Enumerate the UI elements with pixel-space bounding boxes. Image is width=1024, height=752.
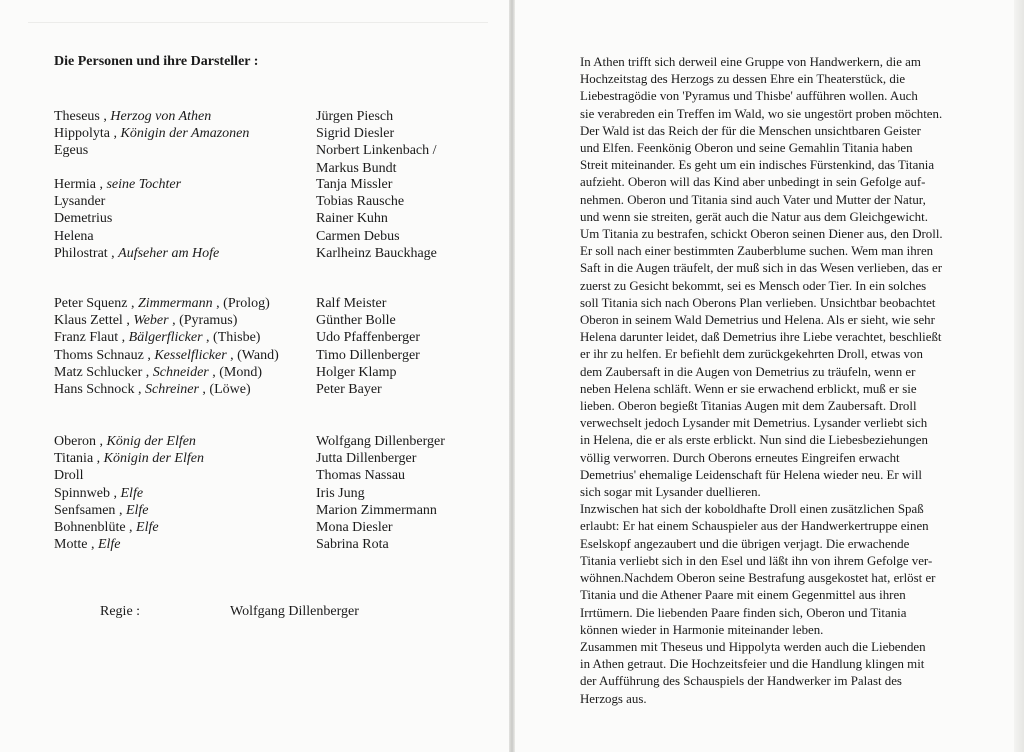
actor-name: Markus Bundt bbox=[316, 160, 397, 176]
synopsis-line: und wenn sie streiten, gerät auch die Natur aus dem Gleichgewicht. bbox=[580, 209, 928, 224]
synopsis-line: er ihr zu helfen. Er befiehlt dem zurückgekehrten Droll, etwas von bbox=[580, 347, 923, 362]
synopsis-line: Oberon in seinem Wald Demetrius und Helena. Als er sieht, wie sehr bbox=[580, 313, 935, 328]
role-name: Titania bbox=[54, 451, 94, 467]
role-separator: , bbox=[110, 126, 121, 142]
actor-name: Peter Bayer bbox=[316, 382, 382, 397]
actor-name: Jürgen Piesch bbox=[316, 109, 394, 124]
role-separator: , bbox=[87, 537, 98, 553]
role-extra: , (Thisbe) bbox=[202, 330, 261, 346]
role-description: Königin der Elfen bbox=[103, 451, 204, 467]
role-name: Lysander bbox=[54, 194, 106, 210]
actor-name: Thomas Nassau bbox=[316, 468, 406, 484]
cast-row bbox=[54, 347, 484, 364]
role-name: Philostrat bbox=[54, 245, 108, 261]
actor-name: Jutta Dillenberger bbox=[316, 451, 417, 467]
synopsis-line: aufzieht. Oberon will das Kind aber unbedingt in sein Gefolge auf- bbox=[580, 175, 926, 190]
faded-header-band bbox=[28, 22, 488, 55]
role-name: Motte bbox=[54, 537, 88, 553]
role-separator: , bbox=[142, 364, 153, 380]
cast-row bbox=[54, 193, 484, 210]
role-separator: , bbox=[95, 177, 107, 192]
cast-row bbox=[54, 295, 484, 312]
page-edge-shadow bbox=[1014, 0, 1024, 752]
actor-name: Ralf Meister bbox=[316, 296, 387, 311]
role-name: Klaus Zettel bbox=[54, 313, 123, 329]
role-description: Elfe bbox=[120, 485, 144, 501]
cast-row bbox=[54, 210, 484, 227]
synopsis-line: sie verabreden ein Treffen im Wald, wo sie ungestört proben möchten. bbox=[580, 106, 943, 121]
role-extra: , (Wand) bbox=[226, 347, 279, 363]
role-description: Weber bbox=[133, 313, 169, 329]
page-fold bbox=[509, 0, 515, 752]
role-extra: , (Mond) bbox=[208, 364, 263, 380]
actor-name: Mona Diesler bbox=[316, 520, 393, 535]
actor-name: Holger Klamp bbox=[316, 364, 397, 380]
synopsis-line: nehmen. Oberon und Titania sind auch Vater und Mutter der Natur, bbox=[580, 192, 926, 207]
actor-name: Norbert Linkenbach / bbox=[316, 143, 437, 159]
role-name: Demetrius bbox=[54, 211, 113, 227]
cast-row bbox=[54, 329, 484, 346]
role-description: Schreiner bbox=[145, 382, 199, 397]
role-separator: , bbox=[127, 296, 138, 311]
cast-row bbox=[54, 502, 484, 519]
role-name: Egeus bbox=[54, 143, 89, 159]
role-name: Droll bbox=[54, 468, 84, 484]
actor-name: Tanja Missler bbox=[316, 177, 393, 192]
actor-name: Karlheinz Bauckhage bbox=[316, 245, 437, 261]
synopsis-line: Der Wald ist das Reich der für die Menschen unsichtbaren Geister bbox=[580, 123, 921, 138]
role-description: Elfe bbox=[125, 502, 149, 518]
synopsis-line: sich sogar mit Lysander duellieren. bbox=[580, 485, 761, 500]
role-extra: , (Löwe) bbox=[198, 382, 251, 397]
synopsis-line: soll Titania sich nach Oberons Plan verlieben. Unsichtbar beobachtet bbox=[580, 295, 936, 310]
role-description: Zimmermann bbox=[137, 296, 213, 311]
synopsis-line: In Athen trifft sich derweil eine Gruppe von Handwerkern, die am bbox=[580, 55, 921, 69]
synopsis-text bbox=[580, 54, 980, 708]
synopsis-line: in Athen getraut. Die Hochzeitsfeier und die Handlung klingen mit bbox=[580, 657, 925, 672]
role-name: Peter Squenz bbox=[54, 296, 128, 311]
synopsis-line: Irrtümern. Die liebenden Paare finden sich, Oberon und Titania bbox=[580, 605, 907, 620]
actor-name: Sabrina Rota bbox=[316, 537, 389, 553]
synopsis-line: Herzogs aus. bbox=[580, 691, 647, 706]
synopsis-line: Um Titania zu bestrafen, schickt Oberon seinen Diener aus, den Droll. bbox=[580, 227, 943, 242]
cast-row bbox=[54, 160, 484, 177]
actor-name: Sigrid Diesler bbox=[316, 126, 395, 142]
synopsis-line: lieben. Oberon begießt Titanias Augen mit dem Zaubersaft. Droll bbox=[580, 399, 917, 414]
role-separator: , bbox=[99, 109, 111, 124]
actor-name: Tobias Rausche bbox=[316, 194, 405, 210]
cast-row bbox=[54, 142, 484, 159]
synopsis-line: Titania und die Athener Paare mit einem Gegenmittel aus ihren bbox=[580, 588, 906, 603]
role-description: Elfe bbox=[136, 520, 159, 535]
role-name: Spinnweb bbox=[54, 485, 110, 501]
role-description: Schneider bbox=[152, 364, 209, 380]
role-description: Herzog von Athen bbox=[110, 109, 212, 124]
cast-row bbox=[54, 536, 484, 553]
synopsis-line: neben Helena schläft. Wenn er sie erwachend erblickt, muß er sie bbox=[580, 381, 917, 396]
role-extra: , (Pyramus) bbox=[168, 313, 238, 329]
synopsis-line: Eselskopf angezaubert und die übrigen verjagt. Die erwachende bbox=[580, 536, 910, 551]
role-name: Hans Schnock bbox=[54, 382, 135, 397]
synopsis-line: Liebestragödie von 'Pyramus und Thisbe' aufführen wollen. Auch bbox=[580, 89, 918, 104]
synopsis-line: zuerst zu Gesicht bekommt, sei es Mensch oder Tier. In ein solches bbox=[580, 278, 927, 293]
actor-name: Günther Bolle bbox=[316, 313, 396, 329]
role-separator: , bbox=[110, 485, 121, 501]
cast-row bbox=[54, 228, 484, 245]
role-name: Franz Flaut bbox=[54, 330, 119, 346]
actor-name: Carmen Debus bbox=[316, 228, 400, 244]
synopsis-line: können wieder in Harmonie miteinander leben. bbox=[580, 622, 824, 637]
role-description: Bälgerflicker bbox=[128, 330, 203, 346]
synopsis-line: der Aufführung des Schauspiels der Handwerker im Palast des bbox=[580, 674, 902, 689]
cast-row bbox=[54, 450, 484, 467]
role-name: Helena bbox=[54, 228, 94, 244]
cast-row bbox=[54, 364, 484, 381]
actor-name: Wolfgang Dillenberger bbox=[316, 434, 445, 449]
synopsis-line: und Elfen. Feenkönig Oberon und seine Gemahlin Titania haben bbox=[580, 141, 913, 156]
synopsis-line: völlig verworren. Durch Oberons erneutes Eingreifen erwacht bbox=[580, 450, 900, 465]
cast-row bbox=[54, 467, 484, 484]
director-label: Regie : bbox=[100, 604, 141, 619]
cast-row bbox=[54, 312, 484, 329]
synopsis-line: Demetrius' ehemalige Leidenschaft für Helena wieder neu. Er will bbox=[580, 467, 922, 482]
cast-row bbox=[54, 176, 484, 193]
role-separator: , bbox=[118, 330, 129, 346]
cast-row bbox=[54, 381, 484, 398]
role-name: Senfsamen bbox=[54, 502, 116, 518]
synopsis-line: Helena darunter leidet, daß Demetrius ihre Liebe verachtet, beschließt bbox=[580, 330, 942, 345]
synopsis-line: Hochzeitstag des Herzogs zu dessen Ehre ein Theaterstück, die bbox=[580, 72, 906, 87]
synopsis-line: verwechselt jedoch Lysander mit Demetrius. Lysander verliebt sich bbox=[580, 416, 928, 431]
role-separator: , bbox=[125, 520, 137, 535]
role-separator: , bbox=[96, 434, 107, 449]
director-name: Wolfgang Dillenberger bbox=[230, 604, 359, 619]
cast-row bbox=[54, 108, 484, 125]
role-description: König der Elfen bbox=[106, 434, 196, 449]
synopsis-line: Er soll nach einer bestimmten Zauberblume suchen. Wem man ihren bbox=[580, 244, 934, 259]
cast-heading: Die Personen und ihre Darsteller : bbox=[54, 54, 259, 69]
actor-name: Iris Jung bbox=[316, 485, 365, 501]
role-description: Aufseher am Hofe bbox=[118, 245, 220, 261]
role-description: Elfe bbox=[97, 537, 121, 553]
role-name: Hippolyta bbox=[54, 126, 110, 142]
actor-name: Timo Dillenberger bbox=[316, 347, 420, 363]
cast-row bbox=[54, 485, 484, 502]
synopsis-line: Saft in die Augen träufelt, der muß sich in das Wesen verlieben, das er bbox=[580, 261, 943, 276]
role-description: Kesselflicker bbox=[154, 347, 227, 363]
role-separator: , bbox=[122, 313, 134, 329]
synopsis-line: Inzwischen hat sich der koboldhafte Droll einen zusätzlichen Spaß bbox=[580, 502, 924, 517]
role-description: seine Tochter bbox=[106, 177, 182, 192]
synopsis-line: Streit miteinander. Es geht um ein indisches Fürstenkind, das Titania bbox=[580, 158, 935, 173]
role-separator: , bbox=[107, 245, 119, 261]
role-description: Königin der Amazonen bbox=[120, 126, 250, 142]
actor-name: Marion Zimmermann bbox=[316, 502, 437, 518]
role-separator: , bbox=[93, 451, 104, 467]
synopsis-line: wöhnen.Nachdem Oberon seine Bestrafung ausgekostet hat, erlöst er bbox=[580, 571, 936, 586]
synopsis-line: Titania verliebt sich in den Esel und läßt ihn von ihrem Gefolge ver- bbox=[580, 553, 933, 568]
cast-row bbox=[54, 245, 484, 262]
synopsis-line: in Helena, die er als erste erblickt. Nun sind die Liebesbeziehungen bbox=[580, 433, 928, 448]
role-separator: , bbox=[134, 382, 145, 397]
role-name: Bohnenblüte bbox=[54, 520, 126, 535]
role-name: Hermia bbox=[54, 177, 96, 192]
role-name: Theseus bbox=[54, 109, 100, 124]
synopsis-line: erlaubt: Er hat einem Schauspieler aus der Handwerkertruppe einen bbox=[580, 519, 929, 534]
actor-name: Udo Pfaffenberger bbox=[316, 330, 421, 346]
role-name: Thoms Schnauz bbox=[54, 347, 144, 363]
role-separator: , bbox=[115, 502, 126, 518]
synopsis-line: dem Zaubersaft in die Augen von Demetrius zu träufeln, wenn er bbox=[580, 364, 916, 379]
role-extra: , (Prolog) bbox=[212, 296, 270, 311]
cast-row bbox=[54, 433, 484, 450]
role-separator: , bbox=[143, 347, 155, 363]
actor-name: Rainer Kuhn bbox=[316, 211, 388, 227]
role-name: Matz Schlucker bbox=[54, 364, 143, 380]
cast-row bbox=[54, 125, 484, 142]
cast-row bbox=[54, 519, 484, 536]
synopsis-line: Zusammen mit Theseus und Hippolyta werden auch die Liebenden bbox=[580, 639, 926, 654]
role-name: Oberon bbox=[54, 434, 96, 449]
